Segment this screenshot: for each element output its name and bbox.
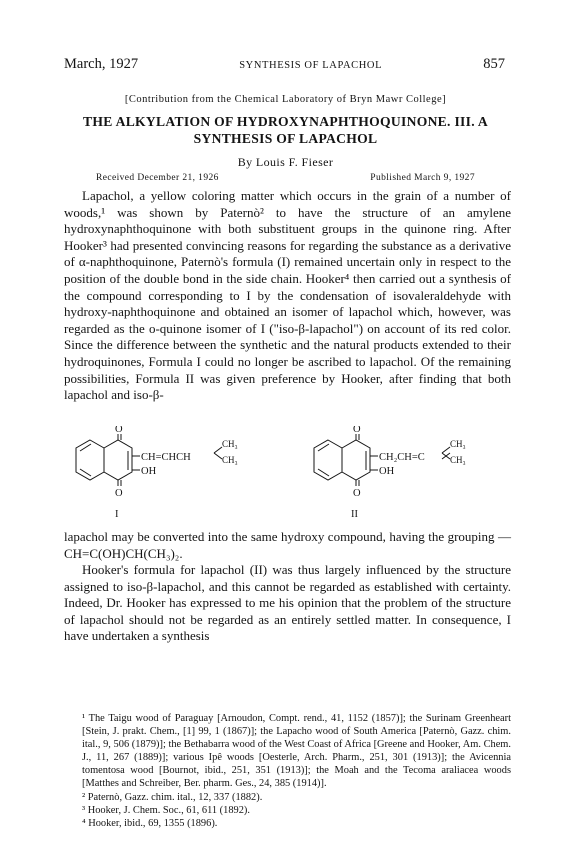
paragraph-1-text: Lapachol, a yellow coloring matter which occurs in the grain of a number of woods,¹ was shown by Paternò² to have the structure of an amylene hydroxynaphthoquinone with both substituent groups in the quinone ring. After Hooker³ had presented convincing reasons for regarding the substance as a derivative of α-naphthoquinone, Paternò's formula (I) remained uncertain only in respect to the position of the double bond in the side chain. Hooker⁴ then carried out a synthesis of the compound corresponding to I by the condensation of isovaleraldehyde with hydroxy-naphthoquinone and obtained an isomer of lapachol which, however, was regarded as the o-quinone isomer of I ("iso-β-lapachol") on account of its red color. Since the difference between the synthetic and the natural products extended to their hydroquinones, Formula I could no longer be ascribed to lapachol. Of the remaining possibilities, Formula II was given preference by Hooker, after finding that both lapachol and iso-β- [64,188,511,403]
article-title: THE ALKYLATION OF HYDROXYNAPHTHOQUINONE. III. A SYNTHESIS OF LAPACHOL [83,114,488,146]
formula-2-methyl-bottom: CH₃ [450,455,466,465]
formula-1-top-oxygen: O [115,426,123,435]
formula-2-bottom-oxygen: O [353,488,361,499]
received-published-dates [96,173,475,183]
header-date: March, 1927 [64,56,139,72]
body-paragraph-1 [64,188,511,404]
formula-2-side-chain: CH₂CH=C [379,452,425,463]
formula-1-methyl-top: CH₃ [222,439,238,449]
footnotes [64,712,511,830]
footnote-2: ² Paternò, Gazz. chim. ital., 12, 337 (1882). [82,791,263,803]
formula-1-hydroxyl: OH [141,466,157,477]
paragraph-2-text: lapachol may be converted into the same hydroxy compound, having the grouping —CH=C(OH)CH(CH₃)₂. [64,529,511,561]
footnote-1: ¹ The Taigu wood of Paraguay [Arnoudon, Compt. rend., 41, 1152 (1857)]; the Surinam Greenheart [Stein, J. prakt. Chem., [1] 99, 1 (1867)]; the Lapacho wood of South America [Paternò, Gazz. chim. ital., 9, 506 (1879)]; the Bethabarra wood of the West Coast of Africa [Greene and Hooker, Am. Chem. J., 11, 267 (1889)]; various Ipê woods [Oesterle, Arch. Pharm., 251, 301 (1913)]; the Avicennia tomentosa wood [Bournot, ibid., 251, 351 (1913)]; the Moah and the Tecoma araliacea woods [Matthes and Schreiber, Ber. pharm. Ges., 24, 385 (1914)]. [82,713,511,790]
formula-1-methyl-bottom: CH₃ [222,455,238,465]
formula-2-methyl-top: CH₃ [450,439,466,449]
structural-formulas-figure [64,426,511,530]
formula-2-top-oxygen: O [353,426,361,435]
formula-1-side-chain: CH=CHCH [141,452,191,463]
published-date: Published March 9, 1927 [370,173,475,183]
received-date: Received December 21, 1926 [96,173,219,183]
formulas-svg [64,426,511,530]
author-byline: By Louis F. Fieser [237,155,334,169]
running-header [64,56,505,78]
body-paragraph-2 [64,529,511,562]
body-paragraph-3 [64,562,511,645]
contribution-line: [Contribution from the Chemical Laboratory of Bryn Mawr College] [124,94,447,105]
footnote-4: ⁴ Hooker, ibid., 69, 1355 (1896). [82,817,218,829]
formula-2-label: II [351,509,358,520]
footnote-3: ³ Hooker, J. Chem. Soc., 61, 611 (1892). [82,804,250,816]
formula-2-hydroxyl: OH [379,466,395,477]
formula-1-label: I [115,509,119,520]
header-page-number: 857 [483,56,505,72]
formula-1-bottom-oxygen: O [115,488,123,499]
header-running-title: SYNTHESIS OF LAPACHOL [239,60,383,71]
paragraph-3-text: Hooker's formula for lapachol (II) was thus largely influenced by the structure assigned to iso-β-lapachol, and this cannot be regarded as established with certainty. Indeed, Dr. Hooker has expressed to me his opinion that the problem of the structure of lapachol should not be regarded as an entirely settled matter. In consequence, I have undertaken a synthesis [64,562,511,644]
